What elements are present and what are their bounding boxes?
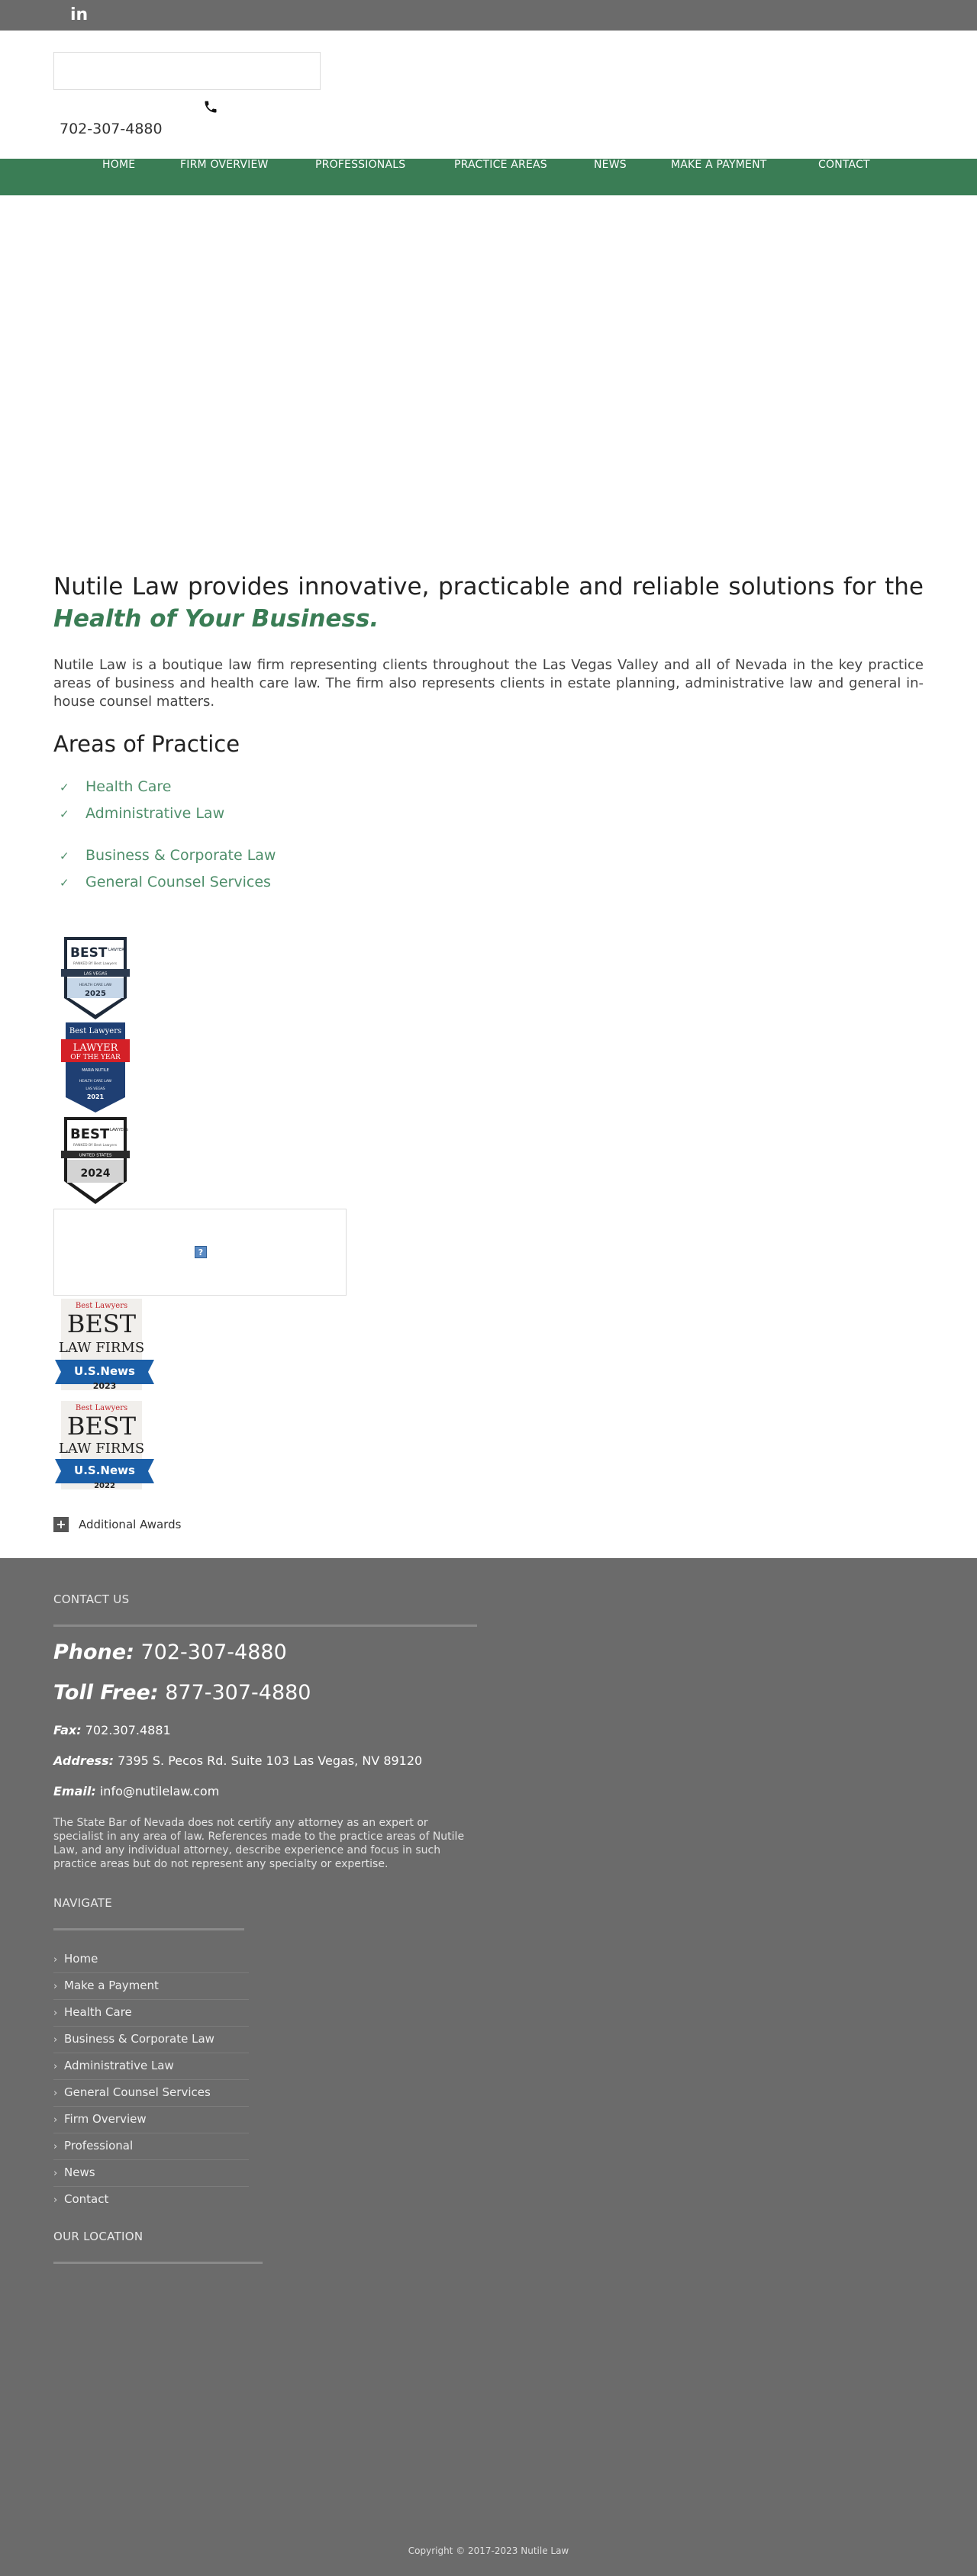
- footer-email-value[interactable]: info@nutilelaw.com: [99, 1784, 220, 1798]
- badge-best: BEST: [66, 1309, 137, 1338]
- main-nav: [0, 159, 977, 195]
- nav-home[interactable]: HOME: [102, 159, 136, 171]
- badge-city: LAS VEGAS: [85, 1087, 105, 1091]
- chevron-right-icon: ›: [53, 2034, 58, 2046]
- nav-practice-areas[interactable]: PRACTICE AREAS: [454, 159, 547, 171]
- footer-address: Address: 7395 S. Pecos Rd. Suite 103 Las Vegas, NV 89120: [53, 1753, 423, 1768]
- nav-professionals[interactable]: PROFESSIONALS: [315, 159, 406, 171]
- badge-lawyers: LAWYERS: [110, 1128, 128, 1132]
- intro-heading: [53, 571, 924, 635]
- broken-image-icon: ?: [195, 1246, 207, 1258]
- footer-link-general-counsel[interactable]: › General Counsel Services: [53, 2080, 249, 2107]
- badge-top: Best Lawyers: [75, 1302, 128, 1310]
- badge-area: HEALTH CARE LAW: [79, 984, 112, 987]
- chevron-right-icon: ›: [53, 1954, 58, 1966]
- badge-top: Best Lawyers: [69, 1027, 122, 1035]
- linkedin-icon[interactable]: in: [70, 5, 89, 24]
- our-location-heading: OUR LOCATION: [53, 2230, 143, 2243]
- badge-ranked: RANKED BY Best Lawyers: [73, 1144, 118, 1148]
- footer-toll-free: Toll Free: 877-307-4880: [53, 1681, 311, 1705]
- phone-icon: [203, 99, 218, 114]
- footer-link-health-care[interactable]: › Health Care: [53, 2000, 249, 2027]
- badge-year: 2023: [92, 1381, 117, 1391]
- badge-name: MARIA NUTILE: [82, 1068, 109, 1073]
- navigate-divider: [53, 1928, 244, 1930]
- badge-lawyers: LAWYERS: [108, 948, 127, 952]
- nav-make-a-payment[interactable]: MAKE A PAYMENT: [671, 159, 767, 171]
- logo-placeholder[interactable]: [53, 52, 321, 90]
- footer-link-firm-overview[interactable]: › Firm Overview: [53, 2107, 249, 2133]
- badge-lawyer: LAWYER: [73, 1042, 118, 1054]
- practice-link-administrative-law[interactable]: ✓ Administrative Law: [60, 805, 225, 822]
- plus-icon: +: [53, 1517, 69, 1532]
- nav-news[interactable]: NEWS: [594, 159, 627, 171]
- footer-link-business-corporate-law[interactable]: › Business & Corporate Law: [53, 2027, 249, 2053]
- nav-contact[interactable]: CONTACT: [818, 159, 870, 171]
- practice-link-health-care[interactable]: ✓ Health Care: [60, 778, 172, 795]
- best-law-firms-2022-badge: [55, 1399, 154, 1491]
- badge-best: BEST: [66, 1412, 137, 1441]
- chevron-right-icon: ›: [53, 2141, 58, 2153]
- chevron-right-icon: ›: [53, 2114, 58, 2126]
- best-lawyers-2024-badge: [58, 1114, 133, 1207]
- intro-heading-accent: Health of Your Business.: [53, 605, 379, 633]
- footer-toll-free-value[interactable]: 877-307-4880: [165, 1681, 311, 1705]
- practice-link-business-corporate-law[interactable]: ✓ Business & Corporate Law: [60, 847, 276, 864]
- footer-phone: Phone: 702-307-4880: [53, 1641, 287, 1664]
- navigate-heading: NAVIGATE: [53, 1896, 112, 1910]
- badge-year: 2021: [86, 1093, 105, 1100]
- contact-us-heading: CONTACT US: [53, 1592, 130, 1606]
- footer-link-contact[interactable]: › Contact: [53, 2187, 249, 2214]
- intro-heading-text: Nutile Law provides innovative, practicable and reliable solutions for the: [53, 573, 924, 601]
- bar-disclaimer: The State Bar of Nevada does not certify any attorney as an expert or specialist in any area of law. References made to the practice areas of Nutile Law, and any individual attorney, describe experience and focus in such practice areas but do not represent any specialty or expertise.: [53, 1817, 465, 1870]
- badge-best: BEST: [70, 1126, 110, 1142]
- practice-link-general-counsel[interactable]: ✓ General Counsel Services: [60, 874, 271, 890]
- chevron-right-icon: ›: [53, 2008, 58, 2019]
- nav-firm-overview[interactable]: FIRM OVERVIEW: [180, 159, 269, 171]
- badge-law-firms: LAW FIRMS: [58, 1441, 145, 1457]
- chevron-right-icon: ›: [53, 2194, 58, 2206]
- footer-phone-value[interactable]: 702-307-4880: [140, 1641, 287, 1664]
- badge-year: 2022: [94, 1482, 115, 1490]
- areas-of-practice-heading: Areas of Practice: [53, 731, 240, 757]
- badge-city: LAS VEGAS: [83, 971, 108, 977]
- location-divider: [53, 2262, 263, 2264]
- top-social-bar: [0, 0, 977, 31]
- best-lawyers-2025-badge: [58, 934, 133, 1022]
- badge-region: UNITED STATES: [79, 1153, 112, 1158]
- footer-fax: Fax: 702.307.4881: [53, 1723, 171, 1737]
- badge-year: 2024: [80, 1167, 111, 1180]
- footer-link-administrative-law[interactable]: › Administrative Law: [53, 2053, 249, 2080]
- chevron-right-icon: ›: [53, 1981, 58, 1992]
- badge-best: BEST: [70, 945, 108, 961]
- badge-year: 2025: [85, 990, 106, 998]
- badge-top: Best Lawyers: [75, 1404, 128, 1412]
- check-icon: ✓: [60, 781, 69, 794]
- contact-divider: [53, 1624, 477, 1627]
- check-icon: ✓: [60, 849, 69, 863]
- chevron-right-icon: ›: [53, 2168, 58, 2179]
- footer-link-news[interactable]: › News: [53, 2160, 249, 2187]
- hero-image-area: [0, 195, 977, 554]
- header-phone-number[interactable]: 702-307-4880: [60, 121, 163, 137]
- lawyer-of-the-year-badge: [58, 1021, 133, 1114]
- chevron-right-icon: ›: [53, 2088, 58, 2099]
- badge-ranked: RANKED BY Best Lawyers: [73, 962, 118, 966]
- copyright: Copyright © 2017-2023 Nutile Law: [408, 2545, 569, 2556]
- best-law-firms-2023-badge: [55, 1297, 154, 1393]
- badge-area: HEALTH CARE LAW: [79, 1080, 112, 1084]
- footer-email: Email: info@nutilelaw.com: [53, 1784, 220, 1798]
- additional-awards-label: Additional Awards: [79, 1518, 182, 1531]
- badge-banner: U.S.News: [74, 1364, 135, 1378]
- intro-paragraph: Nutile Law is a boutique law firm representing clients throughout the Las Vegas Valley and all of Nevada in the key practice areas of business and health care law. The firm also represents clients in estate planning, administrative law and general in-house counsel matters.: [53, 657, 924, 710]
- badge-law-firms: LAW FIRMS: [58, 1340, 145, 1356]
- badge-banner: U.S.News: [74, 1463, 135, 1477]
- check-icon: ✓: [60, 876, 69, 890]
- footer-link-home[interactable]: › Home: [53, 1946, 249, 1973]
- footer-link-professional[interactable]: › Professional: [53, 2133, 249, 2160]
- check-icon: ✓: [60, 807, 69, 821]
- footer-link-make-a-payment[interactable]: › Make a Payment: [53, 1973, 249, 2000]
- chevron-right-icon: ›: [53, 2061, 58, 2072]
- award-image-placeholder: [53, 1209, 347, 1296]
- badge-of-the-year: OF THE YEAR: [70, 1054, 121, 1061]
